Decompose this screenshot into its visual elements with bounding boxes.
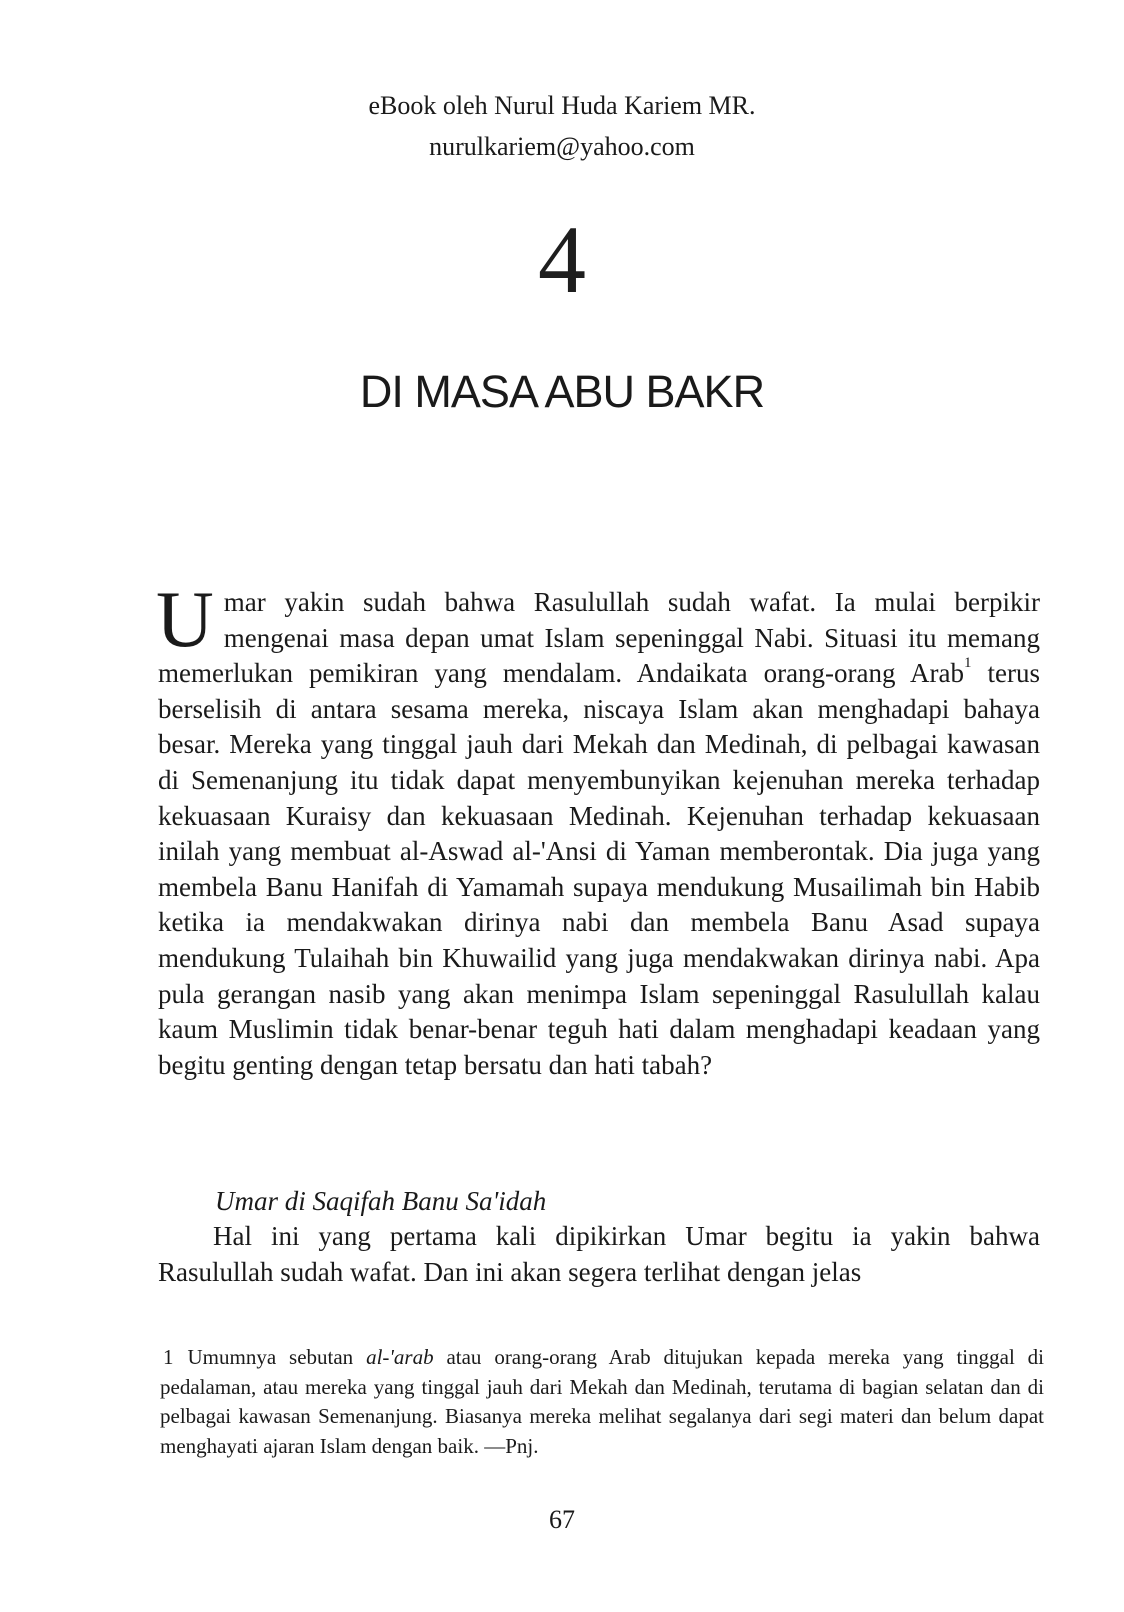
page-number: 67 bbox=[549, 1505, 575, 1534]
ebook-credit: eBook oleh Nurul Huda Kariem MR. bbox=[368, 91, 756, 120]
paragraph-2: Hal ini yang pertama kali dipikirkan Umar begitu ia yakin bahwa Rasulullah sudah wafat. Dan ini akan segera terlihat dengan jelas bbox=[158, 1221, 1040, 1287]
drop-cap: U bbox=[156, 576, 214, 664]
footnote-text-a: Umumnya sebutan bbox=[187, 1345, 367, 1369]
paragraph-1-text-b: terus berselisih di antara sesama mereka, niscaya Islam akan menghadapi bahaya besar. Mereka yang tinggal jauh dari Mekah dan Medinah, di pelbagai kawasan di Semenanjung itu tidak dapat menyembunyikan kejenuhan mereka terhadap kekuasaan Kuraisy dan kekuasaan Medinah. Kejenuhan terhadap kekuasaan inilah yang membuat al-Aswad al-'Ansi di Yaman memberontak. Dia juga yang membela Banu Hanifah di Yamamah supaya mendukung Musailimah bin Habib ketika ia mendakwakan dirinya nabi dan membela Banu Asad supaya mendukung Tulaihah bin Khuwailid yang juga mendakwakan dirinya nabi. Apa pula gerangan nasib yang akan menimpa Islam sepeninggal Rasulullah kalau kaum Muslimin tidak benar-benar teguh hati dalam menghadapi keadaan yang begitu genting dengan tetap bersatu dan hati tabah? bbox=[158, 658, 1041, 1080]
section-subheading: Umar di Saqifah Banu Sa'idah bbox=[215, 1186, 547, 1216]
chapter-number: 4 bbox=[538, 206, 586, 313]
footnote-number: 1 bbox=[163, 1345, 174, 1369]
author-email: nurulkariem@yahoo.com bbox=[429, 132, 695, 161]
footnote-reference[interactable]: 1 bbox=[964, 655, 972, 672]
paragraph-1-text-a: mar yakin sudah bahwa Rasulullah sudah wafat. Ia mulai berpikir mengenai masa depan umat Islam sepeninggal Nabi. Situasi itu memang memerlukan pemikiran yang mendalam. Andaikata orang-orang Arab bbox=[158, 587, 1040, 689]
footnote-term: al-'arab bbox=[366, 1345, 434, 1369]
chapter-title: DI MASA ABU BAKR bbox=[359, 366, 765, 417]
footnote-text-b: atau orang-orang Arab ditujukan kepada mereka yang tinggal di pedalaman, atau mereka yang tinggal jauh dari Mekah dan Medinah, terutama di bagian selatan dan di pelbagai kawasan Semenanjung. Biasanya mereka melihat segalanya dari segi materi dan belum dapat menghayati ajaran Islam dengan baik. —Pnj. bbox=[160, 1345, 1044, 1458]
footnote bbox=[160, 1343, 1044, 1461]
paragraph-1 bbox=[156, 576, 1041, 1083]
